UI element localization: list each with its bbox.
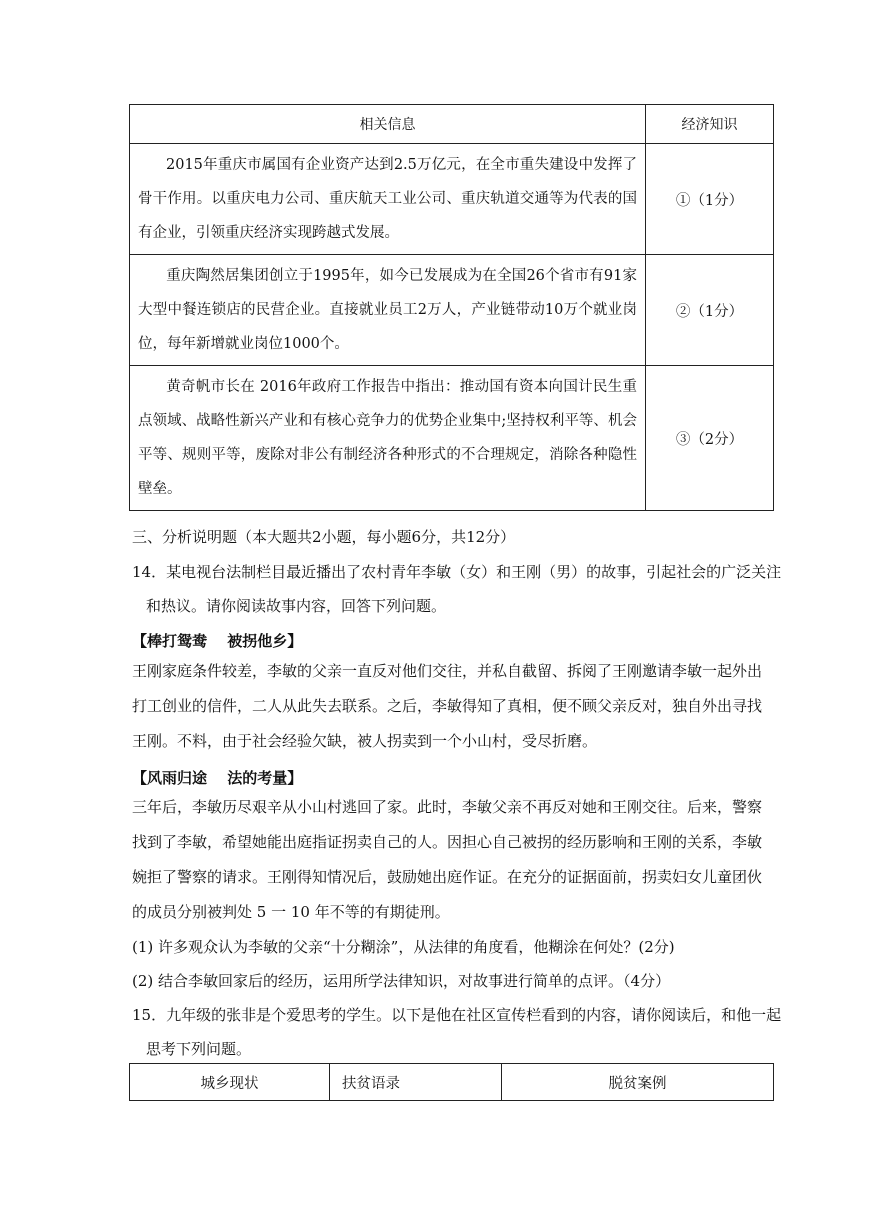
info-cell (130, 366, 646, 511)
poverty-table (129, 1063, 774, 1101)
info-cell (130, 144, 646, 255)
q14-stem-line2: 和热议。请你阅读故事内容，回答下列问题。 (146, 597, 447, 615)
table-row (130, 255, 774, 366)
economic-knowledge-table (129, 104, 774, 511)
table-row (130, 144, 774, 255)
q14-sub-question-1: (1) 许多观众认为李敏的父亲“十分糊涂”，从法律的角度看，他糊涂在何处？(2分) (132, 938, 675, 956)
header-economic-knowledge: 经济知识 (646, 105, 774, 144)
info-cell (130, 255, 646, 366)
knowledge-cell: ①（1分） (646, 144, 774, 255)
q14-paragraph-1: 王刚家庭条件较差，李敏的父亲一直反对他们交往，并私自截留、拆阅了王刚邀请李敏一起外出打工创业的信件，二人从此失去联系。之后，李敏得知了真相，便不顾父亲反对，独自外出寻找王刚。不料，由于社会经验欠缺，被人拐卖到一个小山村，受尽折磨。 (132, 662, 763, 750)
info-text: 2015年重庆市属国有企业资产达到2.5万亿元，在全市重失建设中发挥了骨干作用。以重庆电力公司、重庆航天工业公司、重庆轨道交通等为代表的国有企业，引领重庆经济实现跨越式发展。 (138, 157, 637, 241)
q14-heading-1: 【棒打鸳鸯 被拐他乡】 (132, 632, 303, 650)
knowledge-cell: ②（1分） (646, 255, 774, 366)
q14-stem-line1: 14．某电视台法制栏目最近播出了农村青年李敏（女）和王刚（男）的故事，引起社会的广泛关注 (132, 563, 782, 581)
q14-paragraph-2: 三年后，李敏历尽艰辛从小山村逃回了家。此时，李敏父亲不再反对她和王刚交往。后来，警察找到了李敏，希望她能出庭指证拐卖自己的人。因担心自己被拐的经历影响和王刚的关系，李敏婉拒了警察的请求。王刚得知情况后，鼓励她出庭作证。在充分的证据面前，拐卖妇女儿童团伙的成员分别被判处 5 一 10 年不等的有期徒刑。 (132, 798, 763, 921)
header-poverty-cases: 脱贫案例 (502, 1064, 774, 1101)
section-title: 三、分析说明题（本大题共2小题，每小题6分，共12分） (132, 528, 516, 546)
header-poverty-quotes: 扶贫语录 (330, 1064, 502, 1101)
table-header-row (130, 105, 774, 144)
q15-stem-line2: 思考下列问题。 (146, 1040, 252, 1058)
knowledge-cell: ③（2分） (646, 366, 774, 511)
table-header-row (130, 1064, 774, 1101)
info-text: 重庆陶然居集团创立于1995年，如今已发展成为在全国26个省市有91家大型中餐连锁店的民营企业。直接就业员工2万人，产业链带动10万个就业岗位，每年新增就业岗位1000个。 (138, 268, 637, 352)
info-text: 黄奇帆市长在 2016年政府工作报告中指出：推动国有资本向国计民生重点领域、战略性新兴产业和有核心竞争力的优势企业集中;坚持权利平等、机会平等、规则平等，废除对非公有制经济各种形式的不合理规定，消除各种隐性壁垒。 (138, 379, 637, 497)
header-urban-rural-status: 城乡现状 (130, 1064, 330, 1101)
q15-stem-line1: 15．九年级的张非是个爱思考的学生。以下是他在社区宣传栏看到的内容，请你阅读后，和他一起 (132, 1006, 782, 1024)
q14-heading-2: 【风雨归途 法的考量】 (132, 769, 303, 787)
header-related-info: 相关信息 (130, 105, 646, 144)
q14-sub-question-2: (2) 结合李敏回家后的经历，运用所学法律知识，对故事进行简单的点评。（4分） (132, 972, 671, 990)
table-row (130, 366, 774, 511)
